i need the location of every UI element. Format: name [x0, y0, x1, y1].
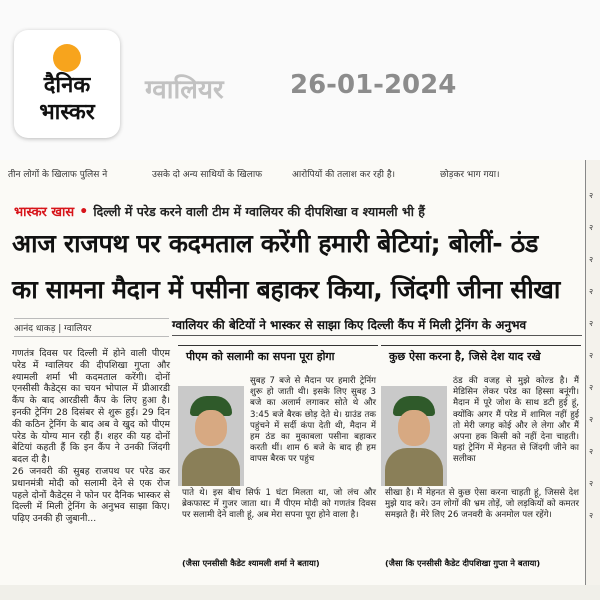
- side-mark: २: [589, 447, 594, 456]
- uniform-shape: [182, 448, 240, 486]
- story-text-right: ठंड की वजह से मुझे कोल्ड है। मैं मेडिसिन लेकर परेड का हिस्सा बनूंगी। मैदान में पूरे जोश के साथ डटी हुई हूं, क्योंकि अगर मैं परेड में शामिल नहीं हुई तो मेरी जगह कोई और ले लेगा और मैं अपना हक किसी को नहीं देना चाहती। यहां ट्रेनिंग में मेहनत से जिंदगी जीने का सलीका: [453, 376, 579, 465]
- kicker-text: दिल्ली में परेड करने वाली टीम में ग्वालियर की दीपशिखा व श्यामली भी हैं: [93, 204, 425, 219]
- kicker-bullet: •: [79, 204, 89, 220]
- kicker-brand: भास्कर खास: [14, 205, 75, 220]
- sub-deck: ग्वालियर की बेटियों ने भास्कर से साझा किए दिल्ली कैंप में मिली ट्रेनिंग के अनुभव: [172, 316, 582, 336]
- story-title: कुछ ऐसा करना है, जिसे देश याद रखे: [389, 350, 541, 363]
- face-shape: [398, 410, 430, 446]
- strip-text-1: तीन लोगों के खिलाफ पुलिस ने: [8, 170, 108, 180]
- previous-story-strip: [0, 160, 580, 190]
- side-mark: २: [589, 383, 594, 392]
- page-bottom: [0, 585, 600, 600]
- side-mark: २: [589, 479, 594, 488]
- intro-paragraph: गणतंत्र दिवस पर दिल्ली में होने वाली पीएम परेड में ग्वालियर की दीपशिखा गुप्ता और श्यामली शर्मा भी कदमताल करेंगी। दोनों एनसीसी कैडेट्स का चयन भोपाल में प्रीआरडी कैंप के बाद आरडीसी कैंप के लिए हुआ है। इनकी ट्रेनिंग 28 दिसंबर से शुरू हुई। 29 दिन की कठिन ट्रेनिंग के बाद अब वे खुद को पीएम परेड के योग्य मान रही हैं। शहर की यह दोनों बेटियां कहती हैं कि इन कैंप ने उनकी जिंदगी बदल दी है।: [12, 348, 170, 466]
- logo-text-line1: दैनिक: [43, 73, 91, 98]
- byline: आनंद धाकड़ | ग्वालियर: [14, 318, 169, 337]
- story-shyamali: [178, 345, 378, 576]
- story-credit: (जैसा कि एनसीसी कैडेट दीपशिखा गुप्ता ने बताया): [385, 558, 541, 568]
- newspaper-page: [0, 160, 600, 600]
- sun-icon: [53, 44, 81, 72]
- strip-text-3: आरोपियों की तलाश कर रही है।: [292, 170, 396, 180]
- edition-city: ग्वालियर: [145, 75, 224, 105]
- app-header: [0, 0, 600, 160]
- side-mark: २: [589, 415, 594, 424]
- side-mark: २: [589, 351, 594, 360]
- uniform-shape: [385, 448, 443, 486]
- intro-paragraph: 26 जनवरी की सुबह राजपथ पर परेड कर प्रधानमंत्री मोदी को सलामी देने से एक रोज पहले दोनों कैडेट्स ने फोन पर दैनिक भास्कर से दिल्ली में मिली ट्रेनिंग के अनुभव साझा किए। पढ़िए उनकी ही जुबानी...: [12, 465, 170, 525]
- adjacent-column: [585, 160, 600, 600]
- story-deepshikha: [381, 345, 581, 576]
- strip-text-2: उसके दो अन्य साथियों के खिलाफ: [152, 170, 263, 180]
- side-mark: २: [589, 287, 594, 296]
- cadet-photo: [178, 386, 244, 486]
- cadet-photo: [381, 386, 447, 486]
- story-text-right: सुबह 7 बजे से मैदान पर हमारी ट्रेनिंग शुरू हो जाती थी। इसके लिए सुबह 3 बजे का अलार्म लगाकर सोते थे और 3:45 बजे बैरक छोड़ देते थे। ग्राउंड तक पहुंचने में सर्दी कंपा देती थी, मैदान में हम ठंड का मुकाबला पसीना बहाकर करती थीं। शाम 6 बजे के बाद ही हम वापस बैरक पर पहुंच: [250, 376, 376, 465]
- story-text-bottom: पाते थे। इस बीच सिर्फ 1 घंटा मिलता था, जो लंच और ब्रेकफास्ट में गुजर जाता था। मैं पीएम मोदी को गणतंत्र दिवस पर सलामी देने वाली हूं, अब मेरा सपना पूरा होने वाला है।: [182, 488, 376, 521]
- side-mark: २: [589, 223, 594, 232]
- side-mark: २: [589, 255, 594, 264]
- side-mark: २: [589, 191, 594, 200]
- face-shape: [195, 410, 227, 446]
- strip-text-4: छोड़कर भाग गया।: [440, 170, 500, 180]
- story-text-bottom: सीखा है। मैं मेहनत से कुछ ऐसा करना चाहती हूं, जिससे देश मुझे याद करे। उन लोगों की भ्रम तोड़ें, जो लड़कियों को कमतर समझते हैं। मेरे लिए 26 जनवरी के अनमोल पल रहेंगे।: [385, 488, 579, 521]
- side-mark: २: [589, 319, 594, 328]
- logo-text-line2: भास्कर: [39, 100, 95, 125]
- story-title: पीएम को सलामी का सपना पूरा होगा: [186, 350, 335, 363]
- headline-line-2: का सामना मैदान में पसीना बहाकर किया, जिंदगी जीना सीखा: [12, 275, 561, 304]
- headline-line-1: आज राजपथ पर कदमताल करेंगी हमारी बेटियां; बोलीं- ठंड: [12, 229, 539, 258]
- brand-logo[interactable]: [14, 30, 120, 138]
- edition-date: 26-01-2024: [290, 70, 457, 100]
- intro-column: [12, 348, 170, 525]
- kicker-line: [14, 201, 584, 221]
- story-credit: (जैसा एनसीसी कैडेट श्यामली शर्मा ने बताया): [182, 558, 320, 568]
- side-mark: २: [589, 511, 594, 520]
